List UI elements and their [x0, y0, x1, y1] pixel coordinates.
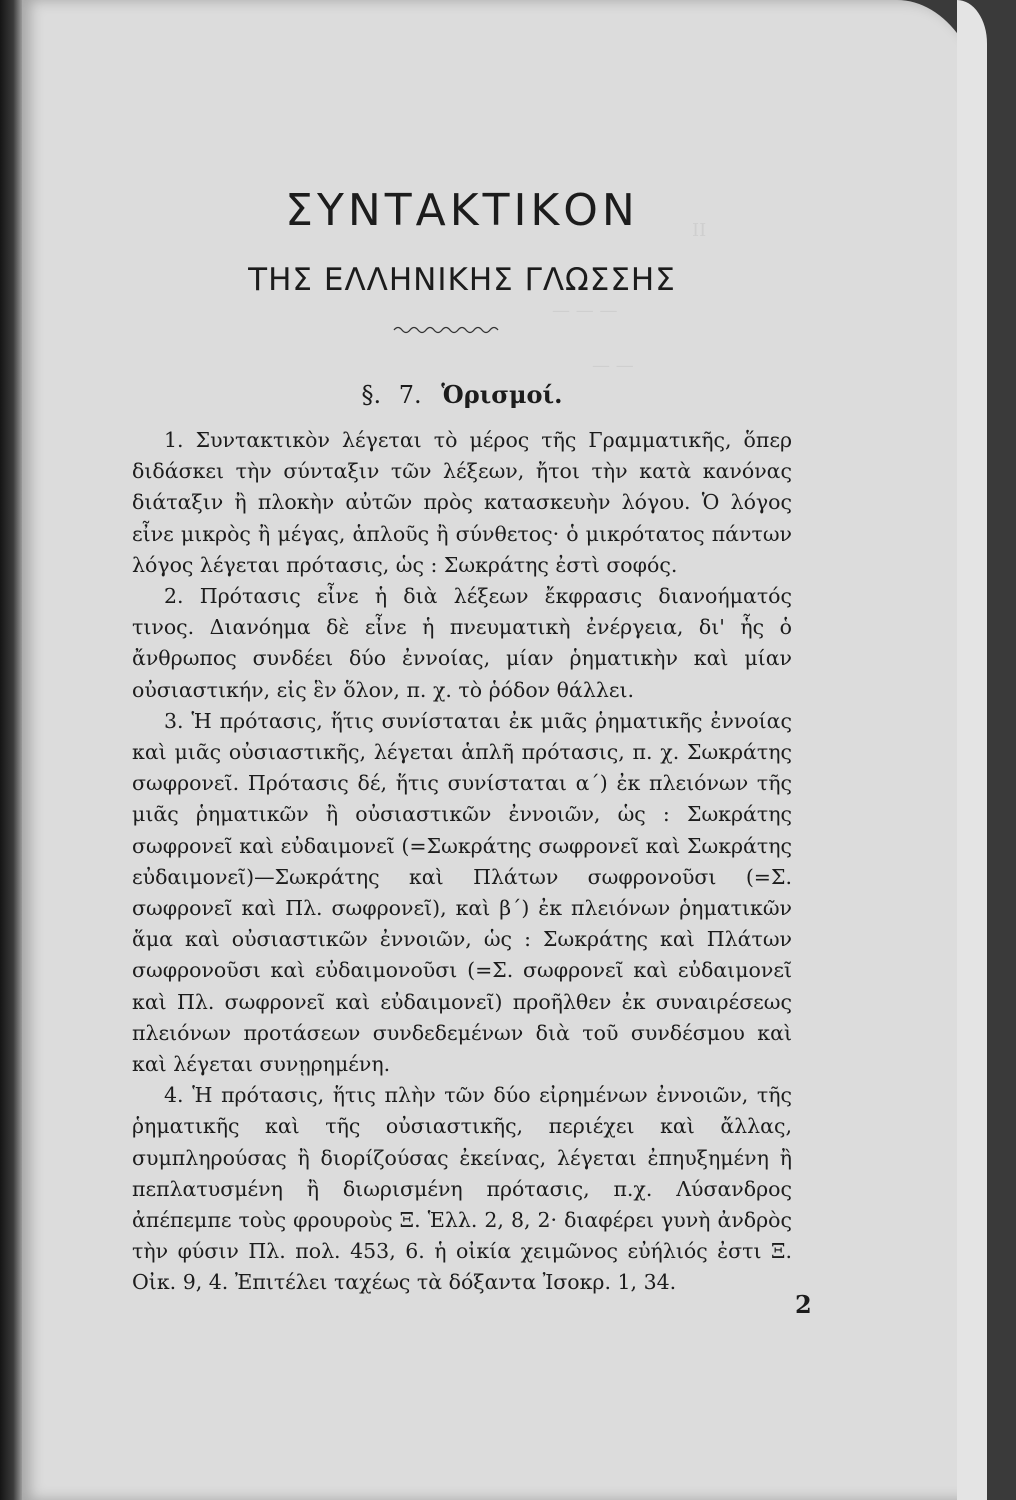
bleed-through-text: II — — — — — — [552, 220, 707, 376]
body-text — [132, 425, 792, 1299]
wavy-divider-ornament — [392, 322, 502, 338]
paragraph-1: 1. Συντακτικὸν λέγεται τὸ μέρος τῆς Γραμματικῆς, ὅπερ διδάσκει τὴν σύνταξιν τῶν λέξεων, ἤτοι τὴν κατὰ κανόνας διάταξιν ἢ πλοκὴν αὐτῶν πρὸς κατασκευὴν λόγου. Ὁ λόγος εἶνε μικρὸς ἢ μέγας, ἁπλοῦς ἢ σύνθετος· ὁ μικρότατος πάντων λόγος λέγεται πρότασις, ὡς : Σωκράτης ἐστὶ σοφός. — [132, 428, 792, 577]
page-title: ΣΥΝΤΑΚΤΙΚΟΝ — [285, 185, 639, 236]
section-number: 7. — [398, 381, 422, 409]
book-spine — [0, 0, 22, 1500]
paper-sheet — [22, 0, 987, 1500]
page-number: 2 — [795, 1290, 812, 1319]
section-sign: §. — [361, 381, 382, 409]
section-title: Ὁρισμοί. — [441, 380, 563, 409]
page-edge — [957, 0, 987, 1500]
paragraph-2: 2. Πρότασις εἶνε ἡ διὰ λέξεων ἔκφρασις διανοήματός τινος. Διανόημα δὲ εἶνε ἡ πνευματικὴ ἐνέργεια, δι' ἧς ὁ ἄνθρωπος συνδέει δύο ἐννοίας, μίαν ῥηματικὴν καὶ μίαν οὐσιαστικήν, εἰς ἓν ὅλον, π. χ. τὸ ῥόδον θάλλει. — [132, 584, 792, 702]
page-subtitle: ΤΗΣ ΕΛΛΗΝΙΚΗΣ ΓΛΩΣΣΗΣ — [248, 262, 676, 298]
section-heading — [132, 380, 792, 409]
paragraph-4: 4. Ἡ πρότασις, ἥτις πλὴν τῶν δύο εἰρημένων ἐννοιῶν, τῆς ῥηματικῆς καὶ τῆς οὐσιαστικῆς, περιέχει καὶ ἄλλας, συμπληρούσας ἢ διορίζούσας ἐκείνας, λέγεται ἐπηυξημένη ἢ πεπλατυσμένη ἢ διωρισμένη πρότασις, π.χ. Λύσανδρος ἀπέπεμπε τοὺς φρουροὺς Ξ. Ἑλλ. 2, 8, 2· διαφέρει γυνὴ ἀνδρὸς τὴν φύσιν Πλ. πολ. 453, 6. ἡ οἰκία χειμῶνος εὐήλιός ἐστι Ξ. Οἰκ. 9, 4. Ἐπιτέλει ταχέως τὰ δόξαντα Ἰσοκρ. 1, 34. — [132, 1083, 792, 1295]
paragraph-3: 3. Ἡ πρότασις, ἥτις συνίσταται ἐκ μιᾶς ῥηματικῆς ἐννοίας καὶ μιᾶς οὐσιαστικῆς, λέγεται ἁπλῆ πρότασις, π. χ. Σωκράτης σωφρονεῖ. Πρότασις δέ, ἥτις συνίσταται α´) ἐκ πλειόνων τῆς μιᾶς ῥηματικῶν ἢ οὐσιαστικῶν ἐννοιῶν, ὡς : Σωκράτης σωφρονεῖ καὶ εὐδαιμονεῖ (=Σωκράτης σωφρονεῖ καὶ Σωκράτης εὐδαιμονεῖ)—Σωκράτης καὶ Πλάτων σωφρονοῦσι (=Σ. σωφρονεῖ καὶ Πλ. σωφρονεῖ), καὶ β´) ἐκ πλειόνων ῥηματικῶν ἅμα καὶ οὐσιαστικῶν ἐννοιῶν, ὡς : Σωκράτης καὶ Πλάτων σωφρονοῦσι καὶ εὐδαιμονοῦσι (=Σ. σωφρονεῖ καὶ εὐδαιμονεῖ καὶ Πλ. σωφρονεῖ καὶ εὐδαιμονεῖ) προῆλθεν ἐκ συναιρέσεως πλειόνων προτάσεων συνδεδεμένων διὰ τοῦ συνδέσμου καὶ καὶ λέγεται συνῃρημένη. — [132, 708, 792, 1077]
